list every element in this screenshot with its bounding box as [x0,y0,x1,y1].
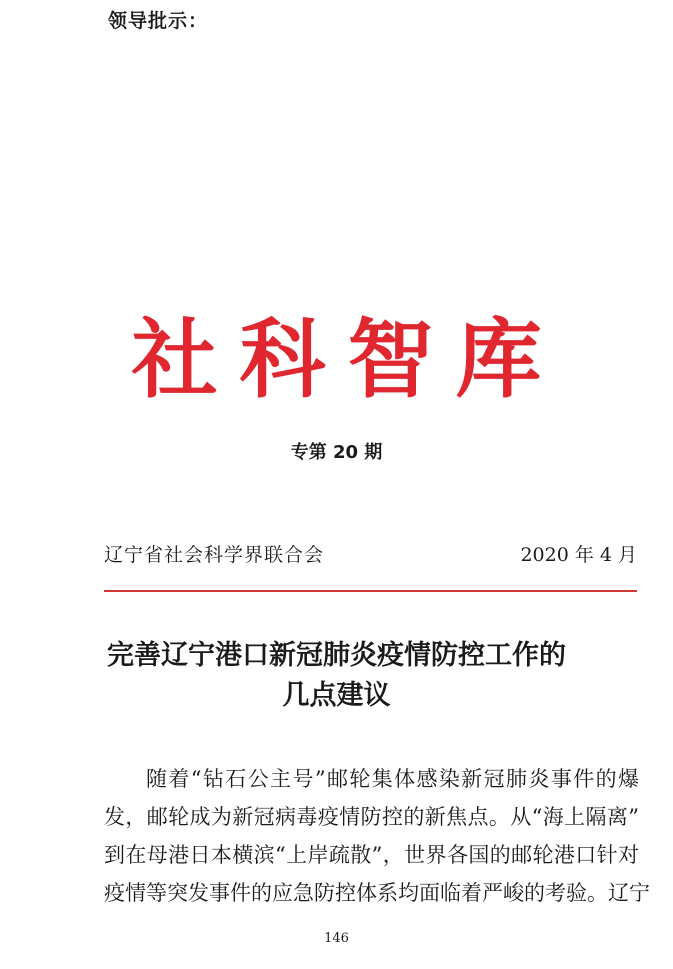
page-number: 146 [324,931,349,946]
issue-date: 2020 年 4 月 [520,544,637,566]
body-line: 到在母港日本横滨“上岸疏散”，世界各国的邮轮港口针对 [104,843,639,867]
issuing-organization: 辽宁省社会科学界联合会 [104,544,325,566]
document-title [0,636,673,716]
title-line-1: 完善辽宁港口新冠肺炎疫情防控工作的 [107,640,566,671]
approval-label: 领导批示： [108,10,209,32]
body-line: 疫情等突发事件的应急防控体系均面临着严峻的考验。辽宁 [104,881,650,905]
title-line-2: 几点建议 [282,680,391,711]
body-line: 随着“钻石公主号”邮轮集体感染新冠肺炎事件的爆 [146,767,639,791]
body-paragraph [104,760,650,912]
issue-number: 专第 20 期 [290,442,383,463]
masthead-title: 社科智库 [131,309,564,410]
body-line: 发，邮轮成为新冠病毒疫情防控的新焦点。从“海上隔离” [104,805,639,829]
red-divider [104,590,637,592]
